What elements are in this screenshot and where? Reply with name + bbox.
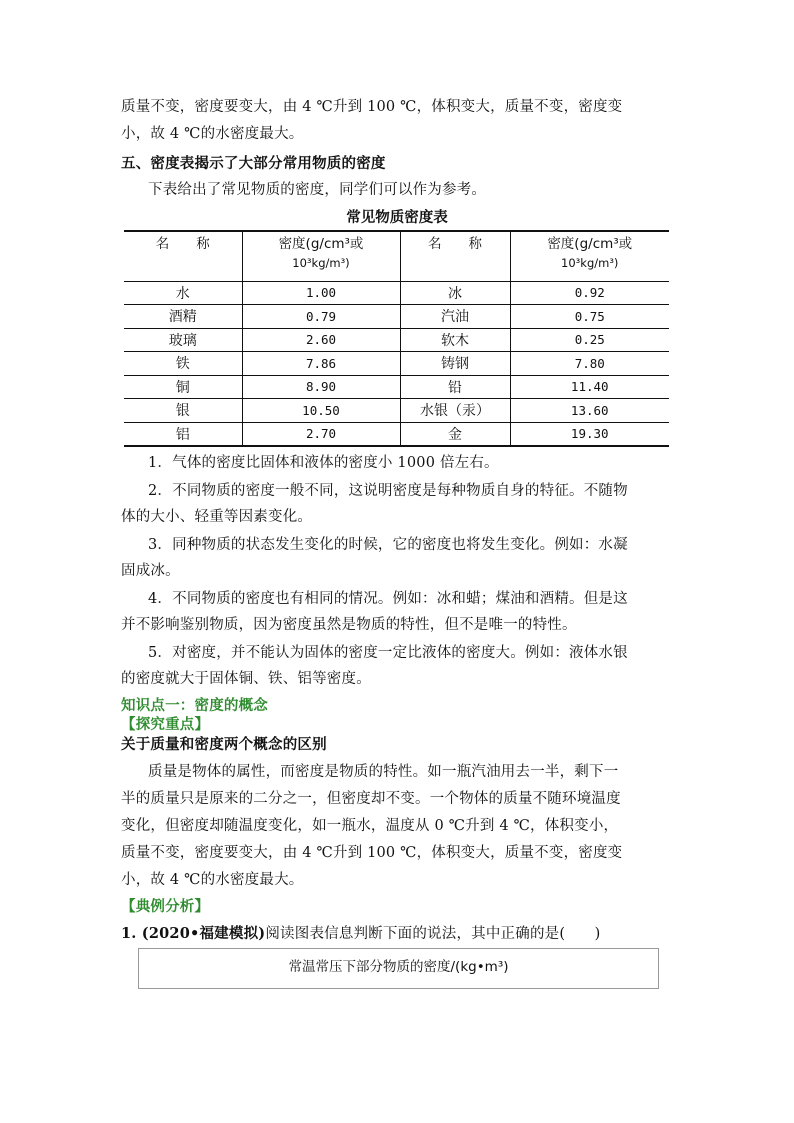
example-tag: 【典例分析】 [121, 898, 210, 915]
table-row [124, 305, 669, 329]
cell-name: 银 [124, 399, 242, 423]
cell-density: 2.60 [242, 328, 400, 352]
question-source: (2020•福建模拟) [141, 925, 266, 942]
density-box-title: 常温常压下部分物质的密度/(kg•m³) [288, 959, 509, 975]
note-2a: 2．不同物质的密度一般不同，这说明密度是每种物质自身的特征。不随物 [148, 483, 628, 499]
knowledge-p3: 变化，但密度却随温度变化，如一瓶水，温度从 0 ℃升到 4 ℃，体积变小， [121, 818, 619, 834]
note-2b: 体的大小、轻重等因素变化。 [121, 509, 313, 525]
cell-name: 玻璃 [124, 328, 242, 352]
cell-density: 7.80 [510, 352, 669, 376]
header-density-right-l1: 密度(g/cm³或 [547, 236, 633, 252]
knowledge-subheading: 关于质量和密度两个概念的区别 [121, 736, 327, 753]
intro-line-1: 质量不变，密度要变大，由 4 ℃升到 100 ℃，体积变大，质量不变，密度变 [121, 99, 623, 115]
cell-name: 金 [400, 422, 510, 446]
knowledge-p4: 质量不变，密度要变大，由 4 ℃升到 100 ℃，体积变大，质量不变，密度变 [121, 845, 623, 861]
note-5a: 5．对密度，并不能认为固体的密度一定比液体的密度大。例如：液体水银 [148, 645, 628, 661]
table-row [124, 375, 669, 399]
density-table [124, 230, 669, 447]
cell-density: 0.75 [510, 305, 669, 329]
header-density-right [510, 231, 669, 281]
intro-line-2: 小，故 4 ℃的水密度最大。 [121, 126, 304, 142]
note-4b: 并不影响鉴别物质，因为密度虽然是物质的特性，但不是唯一的特性。 [121, 617, 577, 633]
cell-name: 水 [124, 281, 242, 305]
table-header-row [124, 231, 669, 281]
cell-density: 7.86 [242, 352, 400, 376]
note-3b: 固成冰。 [121, 563, 180, 579]
density-box [138, 948, 659, 989]
cell-density: 13.60 [510, 399, 669, 423]
cell-name: 铸钢 [400, 352, 510, 376]
table-row [124, 352, 669, 376]
cell-density: 0.92 [510, 281, 669, 305]
table-row [124, 281, 669, 305]
header-name-left: 名 称 [124, 231, 242, 281]
note-3a: 3．同种物质的状态发生变化的时候，它的密度也将发生变化。例如：水凝 [148, 537, 628, 553]
cell-name: 软木 [400, 328, 510, 352]
cell-density: 0.79 [242, 305, 400, 329]
cell-name: 铁 [124, 352, 242, 376]
question-number: 1. [121, 925, 142, 942]
example-question [121, 922, 600, 943]
cell-name: 酒精 [124, 305, 242, 329]
header-density-right-l2: 10³kg/m³) [561, 256, 619, 270]
cell-density: 8.90 [242, 375, 400, 399]
cell-density: 0.25 [510, 328, 669, 352]
knowledge-p5: 小，故 4 ℃的水密度最大。 [121, 872, 304, 888]
cell-name: 铜 [124, 375, 242, 399]
question-text: 阅读图表信息判断下面的说法，其中正确的是( ) [265, 926, 601, 942]
knowledge-point-title: 知识点一：密度的概念 [121, 697, 268, 714]
knowledge-p1: 质量是物体的属性，而密度是物质的特性。如一瓶汽油用去一半，剩下一 [148, 764, 619, 780]
cell-density: 11.40 [510, 375, 669, 399]
cell-name: 水银（汞） [400, 399, 510, 423]
focus-tag: 【探究重点】 [121, 716, 210, 733]
cell-density: 10.50 [242, 399, 400, 423]
table-row [124, 328, 669, 352]
cell-density: 1.00 [242, 281, 400, 305]
cell-density: 2.70 [242, 422, 400, 446]
cell-name: 铅 [400, 375, 510, 399]
section-heading: 五、密度表揭示了大部分常用物质的密度 [121, 155, 386, 172]
header-name-right: 名 称 [400, 231, 510, 281]
cell-name: 汽油 [400, 305, 510, 329]
header-density-left-l1: 密度(g/cm³或 [278, 236, 364, 252]
section-intro: 下表给出了常见物质的密度，同学们可以作为参考。 [148, 182, 487, 198]
table-title: 常见物质密度表 [346, 209, 448, 226]
cell-name: 冰 [400, 281, 510, 305]
header-density-left-l2: 10³kg/m³) [292, 256, 350, 270]
note-4a: 4．不同物质的密度也有相同的情况。例如：冰和蜡；煤油和酒精。但是这 [148, 591, 628, 607]
header-density-left [242, 231, 400, 281]
knowledge-p2: 半的质量只是原来的二分之一，但密度却不变。一个物体的质量不随环境温度 [121, 791, 621, 807]
cell-density: 19.30 [510, 422, 669, 446]
note-5b: 的密度就大于固体铜、铁、铝等密度。 [121, 671, 371, 687]
table-row [124, 399, 669, 423]
note-1: 1．气体的密度比固体和液体的密度小 1000 倍左右。 [148, 455, 499, 471]
cell-name: 铝 [124, 422, 242, 446]
table-row [124, 422, 669, 446]
